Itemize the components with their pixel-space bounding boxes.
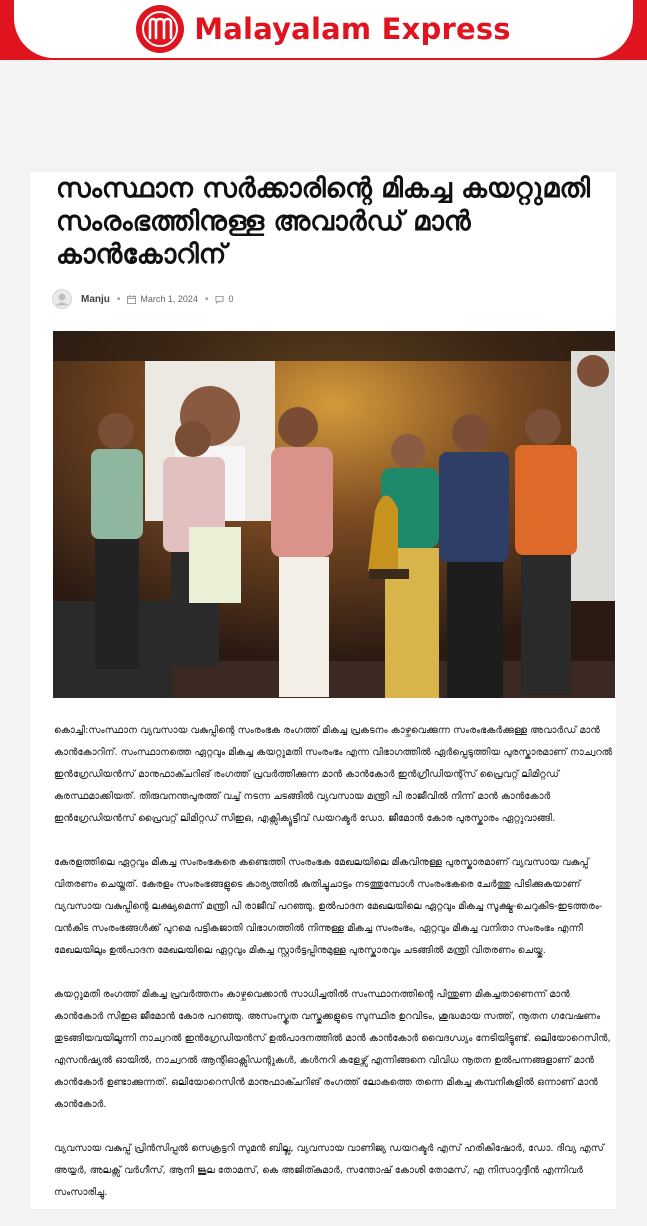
brand-name: Malayalam Express	[194, 12, 511, 46]
meta-separator: •	[116, 293, 121, 305]
publish-date: March 1, 2024	[140, 294, 198, 304]
article-paragraph: വ്യവസായ വകുപ്പ് പ്രിൻസിപ്പൽ സെക്രട്ടറി സുമൻ ബില്ല, വ്യവസായ വാണിജ്യ ഡയറക്ടർ എസ് ഹരികിഷോർ, ഡോ. ദിവ്യ എസ് അയ്യർ, അലക്സ് വർഗീസ്, ആനി ജൂല തോമസ്, കെ അജിത്കുമാർ, സന്തോഷ് കോശി തോമസ്, എ നിസാറുദ്ദീൻ എന്നിവർ സംസാരിച്ചു.	[54, 1143, 604, 1198]
site-header	[0, 0, 647, 60]
header-logo-area[interactable]	[14, 0, 633, 58]
article-body	[54, 720, 614, 1226]
award-ceremony-image	[53, 331, 615, 698]
comment-icon[interactable]	[215, 295, 224, 304]
comment-count[interactable]: 0	[228, 294, 234, 304]
avatar[interactable]	[52, 289, 72, 309]
article-paragraph: കയറ്റുമതി രംഗത്ത് മികച്ച പ്രവർത്തനം കാഴ്ചവെക്കാൻ സാധിച്ചതിൽ സംസ്ഥാനത്തിന്റെ പിന്തുണ മികച്ചതാണെന്ന് മാൻ കാൻകോർ സിഇഒ ജീമോൻ കോര പറഞ്ഞു. അസംസ്കൃത വസ്തുക്കളുടെ സുസ്ഥിര ഉറവിടം, ശുദ്ധമായ സത്ത്, നൂതന ഗവേഷണം തുടങ്ങിയവയിലൂന്നി നാച്വറൽ ഇൻഗ്രേഡിയൻസ് ഉൽപാദനത്തിൽ മാൻ കാൻകോർ വൈദഗ്ധ്യം നേടിയിട്ടുണ്ട്. ഒലിയോറെസിൻ, എസൻഷ്യൽ ഓയിൽ, നാച്വറൽ ആന്റിഓക്സിഡന്റുകൾ, കൾനറി കളേഴ്സ് എന്നിങ്ങനെ വിവിധ നൂതന ഉൽപന്നങ്ങളാണ് മാൻ കാൻകോർ ഉണ്ടാക്കുന്നത്. ഒലിയോറെസിൻ മാനുഫാക്ചറിങ് രംഗത്ത് ലോകത്തെ തന്നെ മികച്ച കമ്പനികളിൽ ഒന്നാണ് മാൻ കാൻകോർ.	[54, 989, 611, 1110]
calendar-icon	[127, 295, 136, 304]
m-logo-icon	[136, 5, 184, 53]
article-title: സംസ്ഥാന സർക്കാരിന്റെ മികച്ച കയറ്റുമതി സംരംഭത്തിനുള്ള അവാർഡ് മാൻ കാൻകോറിന്	[56, 173, 591, 270]
article-paragraph: കൊച്ചി:സംസ്ഥാന വ്യവസായ വകുപ്പിന്റെ സംരംഭക രംഗത്ത് മികച്ച പ്രകടനം കാഴ്ചവെക്കുന്ന സംരംഭകർക്കുള്ള അവാർഡ് മാൻ കാൻകോറിന്. സംസ്ഥാനത്തെ ഏറ്റവും മികച്ച കയറ്റുമതി സംരംഭം എന്ന വിഭാഗത്തിൽ ഏർപ്പെടുത്തിയ പുരസ്കാരമാണ് നാച്വറൽ ഇൻഗ്രേഡിയൻസ് മാനുഫാക്ചറിങ് രംഗത്ത് പ്രവർത്തിക്കുന്ന മാൻ കാൻകോർ ഇൻഗ്രീഡിയന്റ്സ് പ്രൈവറ്റ് ലിമിറ്റഡ് കരസ്ഥമാക്കിയത്. തിരുവനന്തപുരത്ത് വച്ച് നടന്ന ചടങ്ങിൽ വ്യവസായ മന്ത്രി പി രാജീവിൽ നിന്ന് മാൻ കാൻകോർ ഇൻഗ്രേഡിയൻസ് പ്രൈവറ്റ് ലിമിറ്റഡ് സിഇഒ, എക്സിക്യൂട്ടീവ് ഡയറക്ടർ ഡോ. ജീമോൻ കോര പുരസ്കാരം ഏറ്റുവാങ്ങി.	[54, 725, 613, 824]
meta-separator: •	[204, 293, 209, 305]
article-meta	[52, 288, 233, 310]
article-photo	[53, 331, 615, 698]
article-paragraph: കേരളത്തിലെ ഏറ്റവും മികച്ച സംരംഭകരെ കണ്ടെത്തി സംരംഭക മേഖലയിലെ മികവിനുള്ള പുരസ്കാരമാണ് വ്യവസായ വകുപ്പ് വിതരണം ചെയ്തത്. കേരളം സംരംഭങ്ങളുടെ കാര്യത്തിൽ കുതിച്ചുചാട്ടം നടത്തുമ്പോൾ സംരംഭകരെ ചേർത്തു പിടിക്കുകയാണ് വ്യവസായ വകുപ്പിന്റെ ലക്ഷ്യമെന്ന് മന്ത്രി പി രാജീവ് പറഞ്ഞു. ഉൽപാദന മേഖലയിലെ ഏറ്റവും മികച്ച സൂക്ഷ്മ-ചെറുകിട-ഇടത്തരം-വൻകിട സംരംഭങ്ങൾക്ക് പുറമെ പട്ടികജാതി വിഭാഗത്തിൽ നിന്നുള്ള മികച്ച സംരംഭം, ഏറ്റവും മികച്ച വനിതാ സംരംഭം എന്നീ മേഖലയിലും ഉൽപാദന മേഖലയിലെ ഏറ്റവും മികച്ച സ്റ്റാർട്ടപ്പിനുമുള്ള പുരസ്കാരവും ചടങ്ങിൽ മന്ത്രി വിതരണം ചെയ്തു.	[54, 857, 603, 956]
author-name[interactable]: Manju	[81, 293, 110, 305]
article-card	[30, 172, 616, 1209]
